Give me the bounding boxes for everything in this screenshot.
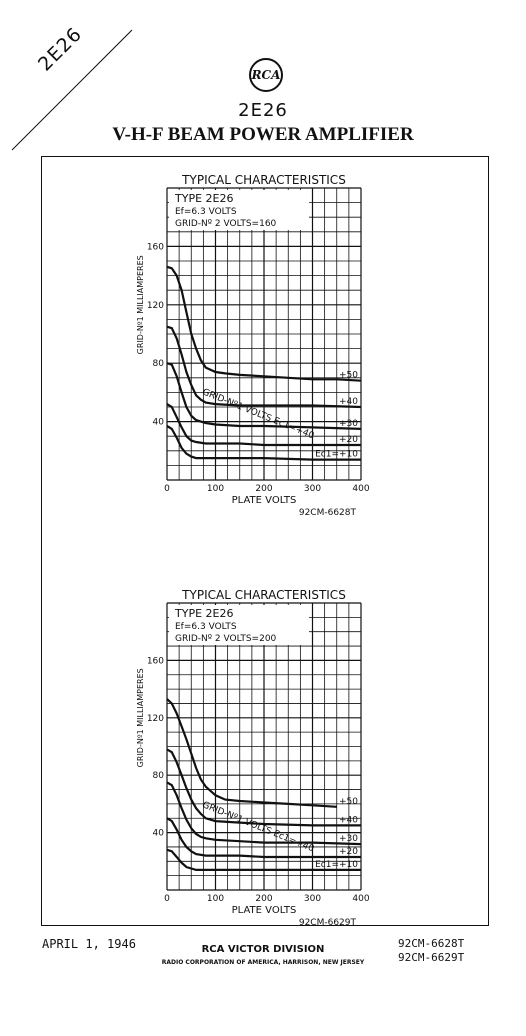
y-tick-label: 40 (152, 417, 164, 428)
series-label: +30 (339, 418, 358, 429)
y-axis-label: GRID-Nº1 MILLIAMPERES (136, 668, 145, 768)
x-axis-label: PLATE VOLTS (231, 495, 297, 506)
document-numbers (398, 937, 464, 965)
info-line: Ef=6.3 VOLTS (175, 207, 237, 217)
series-label: +40 (339, 397, 358, 407)
x-tick-label: 300 (303, 894, 322, 904)
series-label: +30 (339, 834, 358, 845)
y-tick-label: 160 (146, 242, 164, 253)
series-label: +20 (339, 434, 358, 445)
x-tick-label: 400 (352, 894, 370, 904)
issue-date: APRIL 1, 1946 (42, 937, 136, 951)
corporation-address: RADIO CORPORATION OF AMERICA, HARRISON, NEW JERSEY (161, 959, 365, 966)
x-tick-label: 0 (164, 894, 170, 904)
x-tick-label: 200 (255, 484, 273, 494)
series-label: +50 (339, 796, 358, 807)
info-line: Ef=6.3 VOLTS (175, 622, 237, 632)
curve-annotation: GRID-Nº1 VOLTS Ec1=+40 (200, 387, 316, 442)
curve-annotation: GRID-Nº1 VOLTS Ec1=+40 (200, 800, 316, 855)
x-tick-label: 0 (164, 484, 170, 494)
chart-title: TYPICAL CHARACTERISTICS (182, 173, 346, 187)
info-line: TYPE 2E26 (175, 607, 234, 620)
info-line: TYPE 2E26 (175, 192, 234, 205)
x-tick-label: 200 (255, 894, 273, 904)
y-tick-label: 120 (146, 300, 164, 311)
series-label: +20 (339, 846, 358, 857)
info-line: GRID-Nº 2 VOLTS=160 (175, 219, 277, 229)
y-tick-label: 120 (146, 713, 164, 724)
y-tick-label: 80 (152, 359, 164, 370)
data-sheet-subtitle: V-H-F BEAM POWER AMPLIFIER (112, 124, 414, 145)
series-label: +50 (339, 370, 358, 381)
y-tick-label: 160 (146, 656, 164, 667)
series-label: Ec1=+10 (315, 449, 358, 460)
model-number: 2E26 (238, 100, 288, 121)
y-tick-label: 40 (152, 828, 164, 839)
doc-number: 92CM-6628T (398, 937, 465, 950)
doc-number: 92CM-6629T (398, 951, 465, 964)
x-tick-label: 100 (206, 484, 225, 494)
series-label: Ec1=+10 (315, 859, 358, 870)
x-axis-label: PLATE VOLTS (231, 905, 297, 916)
series-label: +40 (339, 815, 358, 826)
chart-code: 92CM-6628T (298, 508, 356, 518)
rca-logo: RCA (249, 58, 283, 92)
corner-type-tag: 2E26 (34, 23, 87, 76)
info-line: GRID-Nº 2 VOLTS=200 (175, 634, 277, 644)
x-tick-label: 300 (303, 484, 322, 494)
y-tick-label: 80 (152, 771, 164, 782)
x-tick-label: 400 (352, 484, 370, 494)
division-name: RCA VICTOR DIVISION (201, 944, 325, 955)
x-tick-label: 100 (206, 894, 225, 904)
chart-title: TYPICAL CHARACTERISTICS (182, 588, 346, 602)
chart-code: 92CM-6629T (298, 918, 356, 928)
y-axis-label: GRID-Nº1 MILLIAMPERES (136, 255, 145, 355)
